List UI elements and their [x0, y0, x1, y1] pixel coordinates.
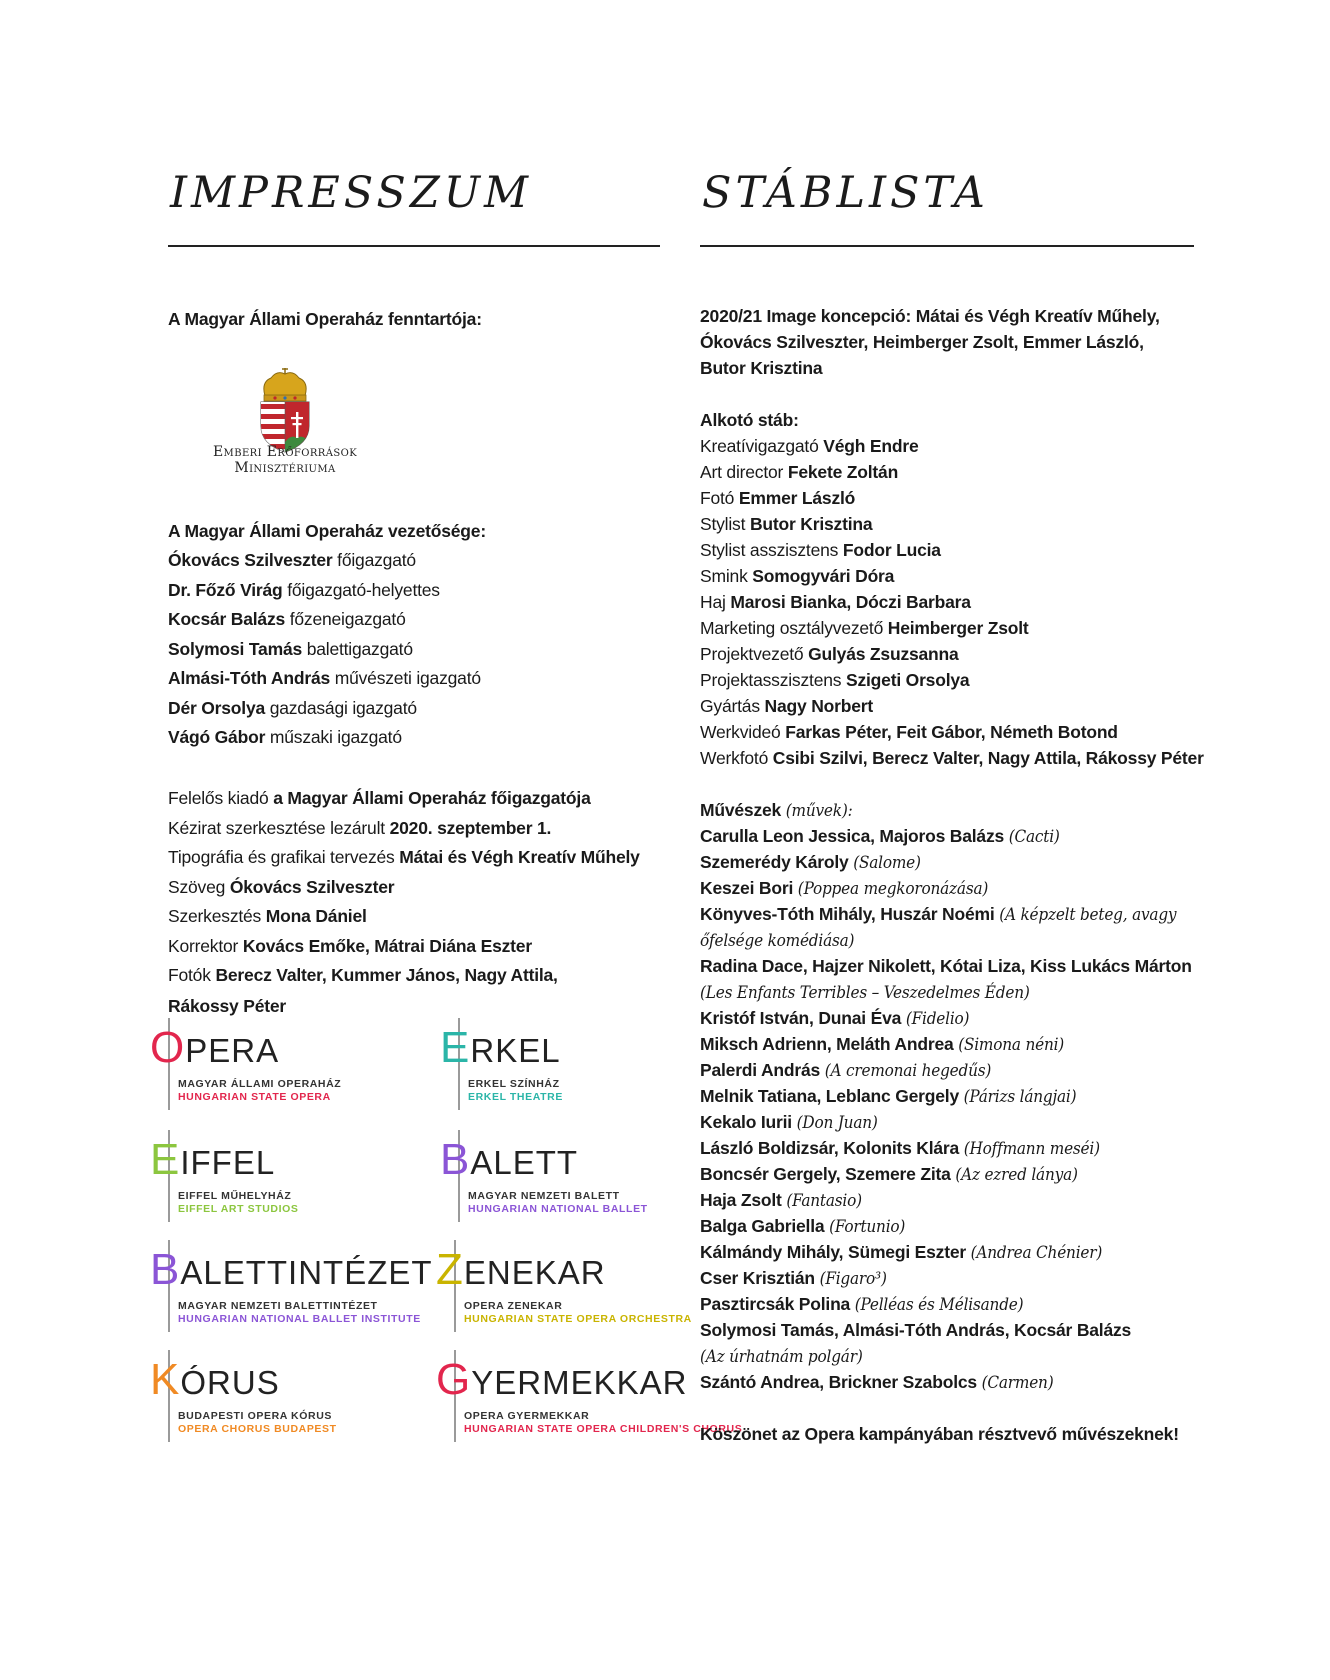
logo-rest: ENEKAR: [463, 1254, 606, 1291]
leader-name: Solymosi Tamás: [168, 638, 303, 659]
leader-row: [168, 664, 486, 694]
logo-rest: RKEL: [470, 1032, 561, 1069]
artist-work: (Salome): [853, 853, 921, 873]
ministry-line-2: Minisztériuma: [234, 460, 336, 476]
artists-label: Művészek: [700, 800, 782, 820]
artist-names: Szántó Andrea, Brickner Szabolcs: [700, 1372, 977, 1392]
logo-hungarian-name: ERKEL SZÍNHÁZ: [468, 1078, 560, 1090]
credit-row: [168, 902, 640, 932]
logo-english-name: HUNGARIAN NATIONAL BALLET: [468, 1203, 648, 1215]
crew-name: Gulyás Zsuzsanna: [808, 644, 959, 664]
credit-label: Felelős kiadó: [168, 788, 269, 808]
leader-role: gazdasági igazgató: [269, 697, 417, 718]
artist-work: (Don Juan): [796, 1113, 878, 1133]
artist-names: Haja Zsolt: [700, 1190, 782, 1210]
artist-work: (Andrea Chénier): [970, 1243, 1103, 1263]
credit-row: [168, 961, 640, 991]
credit-label: Korrektor: [168, 935, 239, 956]
logo-wordmark: [150, 1245, 433, 1294]
logo-wordmark: [440, 1135, 579, 1184]
artist-row: [700, 1031, 1204, 1057]
artist-work: (Fortunio): [829, 1217, 906, 1237]
crew-name: Nagy Norbert: [764, 696, 874, 716]
impresszum-top: [168, 306, 482, 332]
crew-role: Gyártás: [700, 696, 760, 716]
crew-role: Projektvezető: [700, 644, 804, 664]
artist-work: (Simona néni): [958, 1035, 1065, 1055]
logo-wordmark: [440, 1023, 561, 1072]
artist-work: (Hoffmann meséi): [963, 1139, 1100, 1159]
alkoto-label: Alkotó stáb:: [700, 410, 799, 430]
crew-row: [700, 719, 1204, 745]
crew-role: Haj: [700, 592, 726, 612]
logo-initial: E: [440, 1023, 471, 1072]
logo-english-name: EIFFEL ART STUDIOS: [178, 1203, 299, 1215]
artist-names: László Boldizsár, Kolonits Klára: [700, 1138, 960, 1158]
crew-role: Art director: [700, 462, 784, 482]
credit-row: [168, 873, 640, 903]
artist-row: [700, 875, 1204, 901]
crew-role: Werkfotó: [700, 748, 769, 768]
crew-role: Stylist asszisztens: [700, 540, 839, 560]
artist-row: [700, 1005, 1204, 1031]
artist-row: [700, 823, 1204, 849]
artist-row: [700, 1265, 1204, 1291]
leader-row: [168, 546, 486, 576]
artist-work: (Az ezred lánya): [955, 1165, 1078, 1185]
artist-names: Carulla Leon Jessica, Majoros Balázs: [700, 826, 1005, 846]
logo-initial: Z: [436, 1245, 464, 1294]
logo-initial: K: [150, 1355, 181, 1404]
divider-left: [168, 245, 660, 247]
artist-row: [700, 849, 1204, 875]
crew-row: [700, 459, 1204, 485]
artist-names: Radina Dace, Hajzer Nikolett, Kótai Liza, Kiss Lukács Márton: [700, 956, 1192, 976]
ministry-line-1: Emberi Erőforrások: [212, 444, 358, 460]
fenntarto-label: A Magyar Állami Operaház fenntartója:: [168, 309, 482, 329]
crew-row: [700, 693, 1204, 719]
vezetoseg-label: A Magyar Állami Operaház vezetősége:: [168, 521, 486, 541]
leader-role: balettigazgató: [306, 638, 413, 659]
artist-work: (Párizs lángjai): [963, 1087, 1077, 1107]
credit-value: 2020. szeptember 1.: [389, 817, 552, 838]
crew-row: [700, 537, 1204, 563]
leader-row: [168, 576, 486, 606]
logo-rest: PERA: [185, 1032, 280, 1069]
crew-row: [700, 485, 1204, 511]
artist-names: Palerdi András: [700, 1060, 821, 1080]
crew-row: [700, 615, 1204, 641]
logo-hungarian-name: MAGYAR NEMZETI BALETT: [468, 1190, 620, 1202]
logo-hungarian-name: BUDAPESTI OPERA KÓRUS: [178, 1410, 332, 1422]
credit-row: [168, 843, 640, 873]
crew-name: Szigeti Orsolya: [846, 670, 970, 690]
concept-line: Ókovács Szilveszter, Heimberger Zsolt, Emmer László,: [700, 332, 1144, 352]
logo-english-name: HUNGARIAN STATE OPERA: [178, 1091, 331, 1103]
artist-work: (Carmen): [981, 1373, 1054, 1393]
logo-rest: ALETT: [470, 1144, 579, 1181]
crew-role: Kreatívigazgató: [700, 436, 819, 456]
leader-role: műszaki igazgató: [269, 727, 402, 747]
credit-value: Mona Dániel: [265, 906, 367, 926]
crew-row: [700, 641, 1204, 667]
artist-work: (A cremonai hegedűs): [824, 1061, 992, 1081]
leader-role: főigazgató: [337, 550, 416, 570]
artist-row: [700, 1213, 1204, 1239]
logo-initial: B: [440, 1135, 471, 1184]
crew-name: Csibi Szilvi, Berecz Valter, Nagy Attila, Rákossy Péter: [772, 748, 1204, 768]
concept-line: 2020/21 Image koncepció: Mátai és Végh Kreatív Műhely,: [700, 306, 1160, 326]
logo-english-name: OPERA CHORUS BUDAPEST: [178, 1423, 337, 1435]
artist-work-cont: őfelsége komédiása): [700, 931, 855, 951]
vezetoseg-block: [168, 516, 486, 753]
artist-row: [700, 1317, 1204, 1343]
artist-work: (Poppea megkoronázása): [797, 879, 989, 899]
divider-right: [700, 245, 1194, 247]
artist-row-cont: [700, 1343, 1204, 1369]
logo-wordmark: [436, 1245, 606, 1294]
artist-names: Boncsér Gergely, Szemere Zita: [700, 1164, 951, 1184]
artist-names: Kristóf István, Dunai Éva: [700, 1008, 902, 1028]
logo-rest: YERMEKKAR: [471, 1364, 688, 1401]
crew-row: [700, 511, 1204, 537]
crew-name: Marosi Bianka, Dóczi Barbara: [730, 592, 971, 612]
artist-names: Könyves-Tóth Mihály, Huszár Noémi: [700, 904, 995, 924]
logo-english-name: HUNGARIAN NATIONAL BALLET INSTITUTE: [178, 1313, 421, 1325]
artist-work: (Figaro³): [819, 1269, 887, 1289]
artist-work: (Fantasio): [786, 1191, 862, 1211]
leader-name: Kocsár Balázs: [168, 609, 286, 629]
artist-names: Pasztircsák Polina: [700, 1294, 851, 1314]
artist-work: (Cacti): [1008, 827, 1060, 847]
crew-role: Fotó: [700, 488, 735, 508]
stablista-block: [700, 303, 1204, 1447]
artist-names: Szemerédy Károly: [700, 852, 849, 872]
credit-row: [168, 814, 640, 844]
artist-names: Cser Krisztián: [700, 1268, 815, 1288]
credit-value: Ókovács Szilveszter: [229, 876, 395, 897]
credit-row: [168, 932, 640, 962]
artist-row: [700, 1187, 1204, 1213]
artist-row: [700, 901, 1204, 927]
leader-name: Vágó Gábor: [168, 727, 266, 747]
credit-value: Mátai és Végh Kreatív Műhely: [399, 847, 640, 867]
logo-initial: E: [150, 1135, 181, 1184]
credit-label: Szöveg: [168, 876, 226, 897]
logo-wordmark: [150, 1135, 276, 1184]
crew-role: Marketing osztályvezető: [700, 618, 884, 638]
crew-role: Projektasszisztens: [700, 670, 842, 690]
artist-row-cont: [700, 979, 1204, 1005]
logo-rest: IFFEL: [180, 1144, 276, 1181]
logo-wordmark: [150, 1023, 280, 1072]
artist-row: [700, 1135, 1204, 1161]
crew-row: [700, 563, 1204, 589]
ministry-name: [180, 444, 390, 476]
artist-row-cont: [700, 927, 1204, 953]
credit-value: a Magyar Állami Operaház főigazgatója: [273, 788, 591, 808]
leader-name: Dr. Főző Virág: [168, 579, 283, 600]
logo-initial: B: [150, 1245, 181, 1294]
leader-row: [168, 694, 486, 724]
thanks-line: Köszönet az Opera kampányában résztvevő művészeknek!: [700, 1424, 1179, 1444]
crew-row: [700, 667, 1204, 693]
artists-heading: [700, 797, 1204, 823]
crew-name: Fekete Zoltán: [787, 462, 899, 482]
artist-row: [700, 1083, 1204, 1109]
artist-names: Solymosi Tamás, Almási-Tóth András, Kocsár Balázs: [700, 1320, 1132, 1340]
crew-role: Stylist: [700, 514, 746, 534]
artist-row: [700, 1109, 1204, 1135]
leader-name: Ókovács Szilveszter: [168, 550, 333, 570]
artist-names: Keszei Bori: [700, 878, 794, 898]
artist-work: (A képzelt beteg, avagy: [999, 905, 1177, 925]
leader-role: főzeneigazgató: [289, 609, 406, 629]
artist-names: Melnik Tatiana, Leblanc Gergely: [700, 1086, 959, 1106]
crew-row: [700, 433, 1204, 459]
artist-names: Kekalo Iurii: [700, 1112, 792, 1132]
crew-name: Somogyvári Dóra: [752, 566, 895, 586]
logo-english-name: HUNGARIAN STATE OPERA ORCHESTRA: [464, 1313, 692, 1325]
concept-line: Butor Krisztina: [700, 358, 823, 378]
crew-name: Fodor Lucia: [842, 540, 941, 560]
heading-impresszum: IMPRESSZUM: [170, 168, 533, 218]
credit-label: Tipográfia és grafikai tervezés: [168, 847, 395, 867]
heading-stablista: STÁBLISTA: [702, 168, 989, 218]
artist-row: [700, 953, 1204, 979]
leader-role: művészeti igazgató: [334, 668, 481, 688]
artists-sub: (művek):: [785, 801, 853, 821]
crew-name: Heimberger Zsolt: [887, 618, 1029, 638]
crew-role: Smink: [700, 566, 748, 586]
logo-hungarian-name: EIFFEL MŰHELYHÁZ: [178, 1190, 292, 1202]
artist-row: [700, 1239, 1204, 1265]
artist-work-cont: (Les Enfants Terribles – Veszedelmes Éden): [700, 983, 1030, 1003]
artist-work-cont: (Az úrhatnám polgár): [700, 1347, 863, 1367]
logo-hungarian-name: MAGYAR NEMZETI BALETTINTÉZET: [178, 1300, 378, 1312]
artist-work: (Pelléas és Mélisande): [854, 1295, 1024, 1315]
logo-initial: O: [150, 1023, 186, 1072]
credit-value: Berecz Valter, Kummer János, Nagy Attila,: [215, 965, 558, 985]
leader-row: [168, 635, 486, 665]
artist-names: Kálmándy Mihály, Sümegi Eszter: [700, 1242, 966, 1262]
artist-names: Miksch Adrienn, Meláth Andrea: [700, 1034, 954, 1054]
credit-value: Kovács Emőke, Mátrai Diána Eszter: [242, 935, 532, 956]
logo-wordmark: [436, 1355, 688, 1404]
leader-name: Almási-Tóth András: [168, 668, 331, 688]
artist-row: [700, 1161, 1204, 1187]
credit-label: Fotók: [168, 965, 211, 985]
logo-english-name: ERKEL THEATRE: [468, 1091, 563, 1103]
leader-name: Dér Orsolya: [168, 697, 266, 718]
leader-role: főigazgató-helyettes: [287, 579, 440, 600]
logo-initial: G: [436, 1355, 472, 1404]
logo-hungarian-name: OPERA ZENEKAR: [464, 1300, 563, 1312]
artist-work: (Fidelio): [905, 1009, 970, 1029]
credits-block: [168, 784, 640, 1021]
credit-label: Kézirat szerkesztése lezárult: [168, 817, 385, 838]
logo-wordmark: [150, 1355, 280, 1404]
credits-continuation: Rákossy Péter: [168, 995, 287, 1016]
crew-role: Werkvideó: [700, 722, 781, 742]
logo-english-name: HUNGARIAN STATE OPERA CHILDREN'S CHORUS: [464, 1423, 743, 1435]
credit-label: Szerkesztés: [168, 906, 262, 926]
crew-name: Farkas Péter, Feit Gábor, Németh Botond: [785, 722, 1118, 742]
logo-hungarian-name: MAGYAR ÁLLAMI OPERAHÁZ: [178, 1078, 342, 1090]
crew-row: [700, 589, 1204, 615]
credit-row: [168, 784, 640, 814]
crew-name: Végh Endre: [823, 436, 919, 456]
crew-name: Butor Krisztina: [749, 514, 873, 534]
logo-rest: ÓRUS: [180, 1364, 280, 1401]
leader-row: [168, 605, 486, 635]
artist-names: Balga Gabriella: [700, 1216, 825, 1236]
artist-row: [700, 1291, 1204, 1317]
artist-row: [700, 1369, 1204, 1395]
logo-hungarian-name: OPERA GYERMEKKAR: [464, 1410, 590, 1422]
leader-row: [168, 723, 486, 753]
crew-name: Emmer László: [738, 488, 856, 508]
crew-row: [700, 745, 1204, 771]
logo-rest: ALETTINTÉZET: [180, 1254, 433, 1291]
artist-row: [700, 1057, 1204, 1083]
